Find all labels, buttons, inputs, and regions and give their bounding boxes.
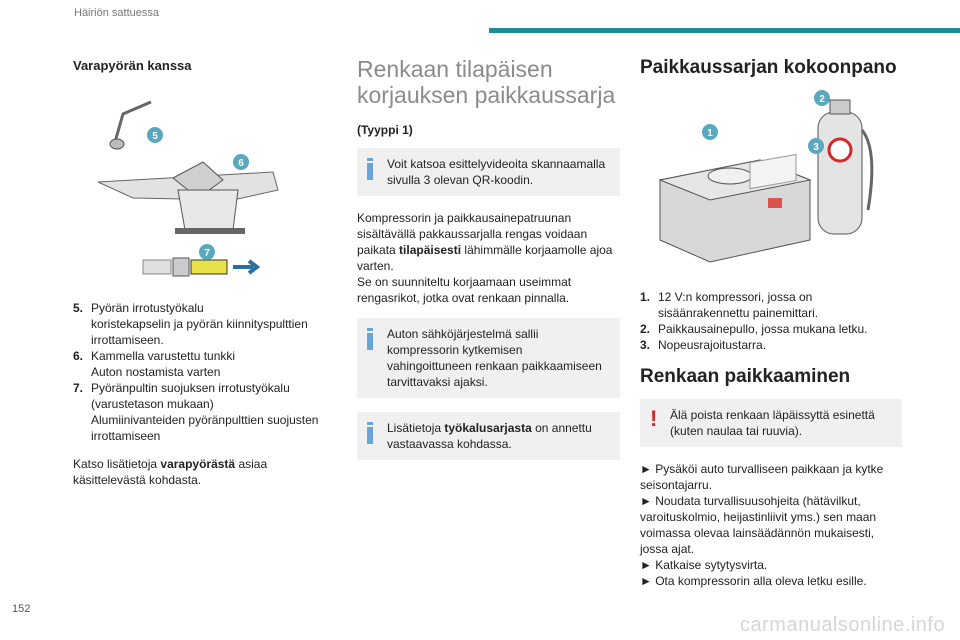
callout-2: 2 [819,94,825,105]
info-note-electrical: Auton sähköjärjestelmä sallii kompressorin kytkemisen vahingoittuneen renkaan paikkaamiseen tarvittavaksi ajaksi. [357,318,620,398]
callout-3: 3 [813,142,819,153]
spare-wheel-footnote: Katso lisätietoja varapyörästä asiaa käsittelevästä kohdasta. [73,457,268,487]
repair-kit-title: Renkaan tilapäisen korjauksen paikkaussarja [357,56,616,108]
info-note-video: Voit katsoa esittelyvideoita skannaamalla sivulla 3 olevan QR-koodin. [357,148,620,196]
column-kit-contents [640,56,902,589]
tools-illustration [73,80,328,286]
toolkit-link[interactable]: työkalusarjasta [444,421,532,435]
spare-wheel-link[interactable]: varapyörästä [160,457,236,471]
warning-note: ! Älä poista renkaan läpäissyttä esinettä (kuten naulaa tai ruuvia). [640,399,902,447]
list-item: 2. Paikkausainepullo, jossa mukana letku. [640,322,868,336]
list-item: 5. Pyörän irrotustyökalu koristekapselin ja pyörän kiinnityspulttien irrottamiseen. [73,301,308,347]
kit-contents-list [640,289,902,353]
repair-kit-subtitle: (Tyyppi 1) [357,123,413,137]
list-item: 6. Kammella varustettu tunkki Auton nostamista varten [73,349,236,379]
callout-7: 7 [204,248,210,259]
info-note-toolkit: Lisätietoja työkalusarjasta on annettu vastaavassa kohdassa. [357,412,620,460]
tools-list [73,300,328,444]
step-item: ► Katkaise sytytysvirta. [640,558,768,572]
step-item: ► Ota kompressorin alla oleva letku esille. [640,574,867,588]
step-item: ► Pysäköi auto turvalliseen paikkaan ja kytke seisontajarru. [640,462,884,492]
kit-contents-title: Paikkaussarjan kokoonpano [640,57,897,78]
info-icon [367,158,379,180]
watermark: carmanualsonline.info [740,614,946,636]
repair-kit-illustration [640,90,902,275]
step-item: ► Noudata turvallisuusohjeita (hätävilkut, varoituskolmio, heijastinliivit yms.) sen maan voimassa olevaa lainsäädännön mukaisesti, jossa ajat. [640,494,877,556]
callout-5: 5 [152,131,158,142]
spare-wheel-tools-figure [73,80,328,286]
list-item: 7. Pyöränpultin suojuksen irrotustyökalu (varustetason mukaan) Alumiinivanteiden pyöränpulttien suojusten irrottamiseen [73,381,319,443]
column-repair-kit [357,56,620,474]
list-item: 1. 12 V:n kompressori, jossa on sisäänrakennettu painemittari. [640,290,819,320]
repair-kit-description: Kompressorin ja paikkausainepatruunan sisältävällä pakkaussarjalla rengas voidaan paikata tilapäisesti lähimmälle korjaamolle ajoa varten. Se on suunniteltu korjaamaan useimmat rengasrikot, jotka ovat renkaan pinnalla. [357,211,613,305]
section-header: Häiriön sattuessa [74,7,159,19]
callout-6: 6 [238,158,244,169]
warning-icon: ! [650,406,658,431]
info-icon [367,422,379,444]
repair-kit-figure [640,90,902,275]
spare-wheel-title: Varapyörän kanssa [73,58,192,73]
page-number: 152 [12,603,31,615]
list-item: 3. Nopeusrajoitustarra. [640,338,767,352]
header-accent-bar [489,28,960,33]
info-icon [367,328,379,350]
callout-1: 1 [707,128,713,139]
column-spare-wheel [73,58,328,500]
repair-steps [640,461,902,589]
tyre-repair-title: Renkaan paikkaaminen [640,366,851,387]
